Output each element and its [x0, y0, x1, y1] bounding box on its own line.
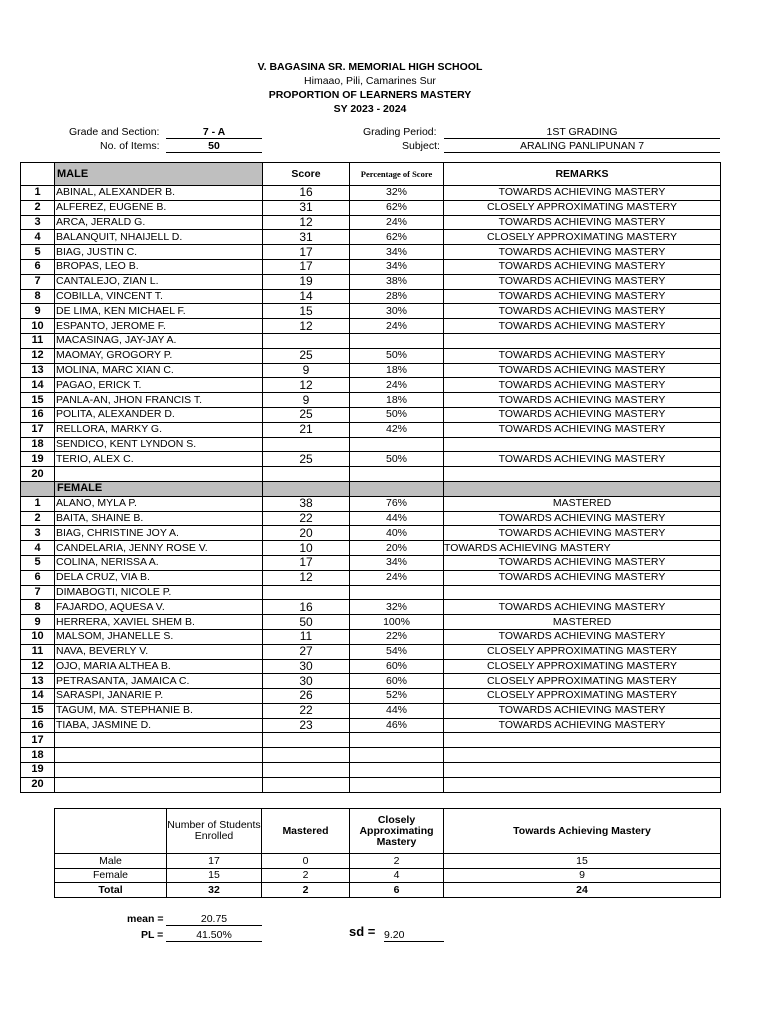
row-number: 16 — [21, 407, 55, 422]
row-number: 20 — [21, 777, 55, 792]
female-header-pct — [350, 481, 444, 496]
remark-cell: TOWARDS ACHIEVING MASTERY — [444, 570, 721, 585]
row-number: 6 — [21, 570, 55, 585]
row-number: 18 — [21, 437, 55, 452]
row-number: 9 — [21, 304, 55, 319]
percentage-cell: 34% — [350, 245, 444, 260]
table-header-row — [21, 163, 721, 186]
student-name: NAVA, BEVERLY V. — [55, 644, 263, 659]
remark-cell: TOWARDS ACHIEVING MASTERY — [444, 422, 721, 437]
percentage-cell: 28% — [350, 289, 444, 304]
remark-cell — [444, 733, 721, 748]
items-label: No. of Items: — [100, 140, 160, 152]
table-row — [21, 777, 721, 792]
row-number: 2 — [21, 200, 55, 215]
remark-cell: TOWARDS ACHIEVING MASTERY — [444, 245, 721, 260]
remark-cell: TOWARDS ACHIEVING MASTERY — [444, 393, 721, 408]
remark-cell: MASTERED — [444, 496, 721, 511]
table-row — [21, 363, 721, 378]
row-number: 17 — [21, 733, 55, 748]
row-number: 11 — [21, 644, 55, 659]
table-row — [21, 319, 721, 334]
percentage-cell — [350, 333, 444, 348]
score-cell — [263, 777, 350, 792]
header-num-cell — [21, 163, 55, 186]
student-name: TERIO, ALEX C. — [55, 452, 263, 467]
remark-cell: TOWARDS ACHIEVING MASTERY — [444, 319, 721, 334]
percentage-cell: 46% — [350, 718, 444, 733]
row-number: 17 — [21, 422, 55, 437]
row-number: 10 — [21, 319, 55, 334]
student-name: MOLINA, MARC XIAN C. — [55, 363, 263, 378]
student-name: BIAG, CHRISTINE JOY A. — [55, 526, 263, 541]
score-cell: 22 — [263, 511, 350, 526]
remark-cell: TOWARDS ACHIEVING MASTERY — [444, 348, 721, 363]
table-row — [21, 733, 721, 748]
remark-cell: CLOSELY APPROXIMATING MASTERY — [444, 230, 721, 245]
subject-label: Subject: — [402, 140, 440, 152]
table-row — [21, 304, 721, 319]
percentage-cell: 24% — [350, 378, 444, 393]
table-row — [21, 259, 721, 274]
table-row — [21, 511, 721, 526]
table-row — [21, 763, 721, 778]
student-name: ABINAL, ALEXANDER B. — [55, 186, 263, 201]
table-row — [21, 274, 721, 289]
student-name: BAITA, SHAINE B. — [55, 511, 263, 526]
table-row — [21, 437, 721, 452]
row-number: 2 — [21, 511, 55, 526]
percentage-cell: 30% — [350, 304, 444, 319]
student-name: COBILLA, VINCENT T. — [55, 289, 263, 304]
remark-cell — [444, 467, 721, 482]
remark-cell: TOWARDS ACHIEVING MASTERY — [444, 186, 721, 201]
student-name — [55, 763, 263, 778]
score-cell: 12 — [263, 215, 350, 230]
subject-value: ARALING PANLIPUNAN 7 — [444, 140, 720, 153]
score-cell: 26 — [263, 689, 350, 704]
score-cell — [263, 733, 350, 748]
student-name: DE LIMA, KEN MICHAEL F. — [55, 304, 263, 319]
summary-header-cell: Closely Approximating Mastery — [350, 809, 444, 854]
percentage-cell — [350, 437, 444, 452]
student-name: ESPANTO, JEROME F. — [55, 319, 263, 334]
score-cell: 31 — [263, 230, 350, 245]
remark-cell: CLOSELY APPROXIMATING MASTERY — [444, 674, 721, 689]
score-cell — [263, 333, 350, 348]
table-row — [21, 496, 721, 511]
student-name: PANLA-AN, JHON FRANCIS T. — [55, 393, 263, 408]
table-row — [21, 467, 721, 482]
student-name: CANDELARIA, JENNY ROSE V. — [55, 541, 263, 556]
score-cell: 9 — [263, 393, 350, 408]
percentage-cell — [350, 733, 444, 748]
percentage-cell: 60% — [350, 659, 444, 674]
female-header-remarks — [444, 481, 721, 496]
remark-cell: TOWARDS ACHIEVING MASTERY — [444, 215, 721, 230]
student-name: ALFEREZ, EUGENE B. — [55, 200, 263, 215]
percentage-cell: 24% — [350, 570, 444, 585]
student-name: DIMABOGTI, NICOLE P. — [55, 585, 263, 600]
table-row — [21, 452, 721, 467]
row-number: 8 — [21, 600, 55, 615]
row-number: 7 — [21, 274, 55, 289]
summary-cell: 6 — [350, 883, 444, 898]
student-name: ALANO, MYLA P. — [55, 496, 263, 511]
percentage-cell: 34% — [350, 555, 444, 570]
percentage-cell: 50% — [350, 348, 444, 363]
table-row — [21, 615, 721, 630]
percentage-cell: 54% — [350, 644, 444, 659]
percentage-cell: 100% — [350, 615, 444, 630]
summary-header-cell: Mastered — [262, 809, 350, 854]
student-name: HERRERA, XAVIEL SHEM B. — [55, 615, 263, 630]
grade-label: Grade and Section: — [69, 126, 160, 138]
score-cell: 38 — [263, 496, 350, 511]
score-cell: 25 — [263, 452, 350, 467]
remark-cell: TOWARDS ACHIEVING MASTERY — [444, 363, 721, 378]
table-row — [21, 407, 721, 422]
remark-cell — [444, 777, 721, 792]
row-number: 20 — [21, 467, 55, 482]
student-name — [55, 733, 263, 748]
row-number: 7 — [21, 585, 55, 600]
remark-cell — [444, 748, 721, 763]
summary-cell: 15 — [444, 854, 721, 869]
row-number: 14 — [21, 689, 55, 704]
male-header: MALE — [55, 163, 263, 186]
score-cell: 10 — [263, 541, 350, 556]
student-name: TIABA, JASMINE D. — [55, 718, 263, 733]
score-cell: 11 — [263, 629, 350, 644]
student-name: MAOMAY, GROGORY P. — [55, 348, 263, 363]
remark-cell: TOWARDS ACHIEVING MASTERY — [444, 555, 721, 570]
table-row — [21, 422, 721, 437]
female-header-num — [21, 481, 55, 496]
school-name: V. BAGASINA SR. MEMORIAL HIGH SCHOOL — [257, 61, 483, 73]
table-row — [21, 659, 721, 674]
percentage-cell: 62% — [350, 230, 444, 245]
table-row — [21, 629, 721, 644]
remark-cell: TOWARDS ACHIEVING MASTERY — [444, 259, 721, 274]
table-row — [21, 333, 721, 348]
score-cell: 50 — [263, 615, 350, 630]
table-row — [21, 393, 721, 408]
table-row — [21, 215, 721, 230]
row-number: 6 — [21, 259, 55, 274]
table-row — [21, 748, 721, 763]
mean-label: mean = — [127, 913, 164, 925]
score-cell: 27 — [263, 644, 350, 659]
student-name: MACASINAG, JAY-JAY A. — [55, 333, 263, 348]
remark-cell: TOWARDS ACHIEVING MASTERY — [444, 274, 721, 289]
table-row — [21, 718, 721, 733]
row-number: 8 — [21, 289, 55, 304]
row-number: 13 — [21, 674, 55, 689]
score-cell: 14 — [263, 289, 350, 304]
remark-cell: MASTERED — [444, 615, 721, 630]
summary-cell: Female — [55, 868, 167, 883]
score-cell: 22 — [263, 703, 350, 718]
row-number: 10 — [21, 629, 55, 644]
row-number: 1 — [21, 496, 55, 511]
table-row — [21, 186, 721, 201]
remark-cell: TOWARDS ACHIEVING MASTERY — [444, 718, 721, 733]
summary-row — [55, 868, 721, 883]
student-name: SENDICO, KENT LYNDON S. — [55, 437, 263, 452]
grade-value: 7 - A — [166, 126, 262, 139]
row-number: 9 — [21, 615, 55, 630]
row-number: 14 — [21, 378, 55, 393]
percentage-cell — [350, 585, 444, 600]
row-number: 16 — [21, 718, 55, 733]
row-number: 5 — [21, 555, 55, 570]
percentage-cell: 32% — [350, 600, 444, 615]
mastery-table — [20, 162, 721, 793]
percentage-cell — [350, 777, 444, 792]
summary-cell: 24 — [444, 883, 721, 898]
row-number: 3 — [21, 526, 55, 541]
row-number: 19 — [21, 452, 55, 467]
remark-cell: TOWARDS ACHIEVING MASTERY — [444, 378, 721, 393]
student-name: SARASPI, JANARIE P. — [55, 689, 263, 704]
summary-cell: 0 — [262, 854, 350, 869]
percentage-cell: 24% — [350, 319, 444, 334]
remark-cell: CLOSELY APPROXIMATING MASTERY — [444, 644, 721, 659]
percentage-cell: 24% — [350, 215, 444, 230]
score-cell: 25 — [263, 407, 350, 422]
table-row — [21, 200, 721, 215]
row-number: 15 — [21, 703, 55, 718]
score-cell: 17 — [263, 555, 350, 570]
percentage-cell: 18% — [350, 363, 444, 378]
percentage-cell — [350, 763, 444, 778]
remark-cell — [444, 763, 721, 778]
table-row — [21, 585, 721, 600]
student-name: TAGUM, MA. STEPHANIE B. — [55, 703, 263, 718]
school-year: SY 2023 - 2024 — [333, 103, 407, 115]
summary-cell: 4 — [350, 868, 444, 883]
percentage-cell: 18% — [350, 393, 444, 408]
summary-row — [55, 854, 721, 869]
student-name: FAJARDO, AQUESA V. — [55, 600, 263, 615]
student-name: MALSOM, JHANELLE S. — [55, 629, 263, 644]
percentage-cell: 52% — [350, 689, 444, 704]
score-cell: 12 — [263, 570, 350, 585]
score-cell: 12 — [263, 319, 350, 334]
table-row — [21, 703, 721, 718]
remark-cell: TOWARDS ACHIEVING MASTERY — [444, 541, 721, 556]
mean-value: 20.75 — [166, 913, 262, 926]
student-name — [55, 467, 263, 482]
female-header-row — [21, 481, 721, 496]
percentage-cell: 44% — [350, 511, 444, 526]
row-number: 12 — [21, 348, 55, 363]
student-name: COLINA, NERISSA A. — [55, 555, 263, 570]
summary-cell: Male — [55, 854, 167, 869]
remark-cell — [444, 585, 721, 600]
summary-row — [55, 883, 721, 898]
score-cell: 30 — [263, 659, 350, 674]
summary-header-cell — [55, 809, 167, 854]
table-row — [21, 689, 721, 704]
row-number: 18 — [21, 748, 55, 763]
score-cell: 9 — [263, 363, 350, 378]
table-row — [21, 570, 721, 585]
female-header: FEMALE — [55, 481, 263, 496]
student-name: PETRASANTA, JAMAICA C. — [55, 674, 263, 689]
summary-cell: 32 — [167, 883, 262, 898]
row-number: 4 — [21, 541, 55, 556]
score-cell — [263, 467, 350, 482]
summary-cell: 2 — [350, 854, 444, 869]
summary-header-cell: Number of Students Enrolled — [167, 809, 262, 854]
summary-cell: Total — [55, 883, 167, 898]
student-name: POLITA, ALEXANDER D. — [55, 407, 263, 422]
row-number: 13 — [21, 363, 55, 378]
student-name: RELLORA, MARKY G. — [55, 422, 263, 437]
percentage-cell: 44% — [350, 703, 444, 718]
percentage-header: Percentage of Score — [350, 163, 444, 186]
row-number: 15 — [21, 393, 55, 408]
score-cell: 25 — [263, 348, 350, 363]
row-number: 12 — [21, 659, 55, 674]
student-name: PAGAO, ERICK T. — [55, 378, 263, 393]
summary-cell: 2 — [262, 868, 350, 883]
table-row — [21, 526, 721, 541]
summary-cell: 9 — [444, 868, 721, 883]
student-name: CANTALEJO, ZIAN L. — [55, 274, 263, 289]
table-row — [21, 289, 721, 304]
percentage-cell: 40% — [350, 526, 444, 541]
percentage-cell: 60% — [350, 674, 444, 689]
score-cell: 19 — [263, 274, 350, 289]
sd-label: sd = — [349, 924, 376, 939]
student-name — [55, 748, 263, 763]
percentage-cell: 50% — [350, 407, 444, 422]
school-address: Himaao, Pili, Camarines Sur — [304, 75, 436, 87]
remark-cell — [444, 333, 721, 348]
remarks-header: REMARKS — [444, 163, 721, 186]
table-row — [21, 245, 721, 260]
remark-cell — [444, 437, 721, 452]
remark-cell: CLOSELY APPROXIMATING MASTERY — [444, 200, 721, 215]
remark-cell: TOWARDS ACHIEVING MASTERY — [444, 600, 721, 615]
percentage-cell: 50% — [350, 452, 444, 467]
student-name: DELA CRUZ, VIA B. — [55, 570, 263, 585]
sd-value: 9.20 — [384, 929, 444, 942]
remark-cell: TOWARDS ACHIEVING MASTERY — [444, 511, 721, 526]
row-number: 3 — [21, 215, 55, 230]
score-cell: 21 — [263, 422, 350, 437]
percentage-cell — [350, 467, 444, 482]
period-value: 1ST GRADING — [444, 126, 720, 139]
score-cell: 16 — [263, 600, 350, 615]
summary-header-cell: Towards Achieving Mastery — [444, 809, 721, 854]
remark-cell: TOWARDS ACHIEVING MASTERY — [444, 703, 721, 718]
remark-cell: CLOSELY APPROXIMATING MASTERY — [444, 659, 721, 674]
period-label: Grading Period: — [363, 126, 437, 138]
score-cell: 16 — [263, 186, 350, 201]
table-row — [21, 348, 721, 363]
remark-cell: CLOSELY APPROXIMATING MASTERY — [444, 689, 721, 704]
score-cell: 15 — [263, 304, 350, 319]
table-row — [21, 541, 721, 556]
remark-cell: TOWARDS ACHIEVING MASTERY — [444, 526, 721, 541]
percentage-cell: 76% — [350, 496, 444, 511]
remark-cell: TOWARDS ACHIEVING MASTERY — [444, 629, 721, 644]
percentage-cell: 62% — [350, 200, 444, 215]
score-cell: 17 — [263, 245, 350, 260]
row-number: 19 — [21, 763, 55, 778]
summary-header-row — [55, 809, 721, 854]
remark-cell: TOWARDS ACHIEVING MASTERY — [444, 304, 721, 319]
percentage-cell: 32% — [350, 186, 444, 201]
percentage-cell: 34% — [350, 259, 444, 274]
items-value: 50 — [166, 140, 262, 153]
row-number: 1 — [21, 186, 55, 201]
summary-cell: 15 — [167, 868, 262, 883]
table-row — [21, 674, 721, 689]
table-row — [21, 555, 721, 570]
score-header: Score — [263, 163, 350, 186]
pl-value: 41.50% — [166, 929, 262, 942]
score-cell — [263, 585, 350, 600]
table-row — [21, 644, 721, 659]
score-cell: 30 — [263, 674, 350, 689]
summary-cell: 17 — [167, 854, 262, 869]
percentage-cell: 20% — [350, 541, 444, 556]
row-number: 5 — [21, 245, 55, 260]
remark-cell: TOWARDS ACHIEVING MASTERY — [444, 289, 721, 304]
row-number: 4 — [21, 230, 55, 245]
remark-cell: TOWARDS ACHIEVING MASTERY — [444, 407, 721, 422]
score-cell: 17 — [263, 259, 350, 274]
summary-table — [54, 808, 721, 898]
pl-label: PL = — [141, 929, 164, 941]
student-name: OJO, MARIA ALTHEA B. — [55, 659, 263, 674]
student-name: ARCA, JERALD G. — [55, 215, 263, 230]
table-row — [21, 230, 721, 245]
percentage-cell: 38% — [350, 274, 444, 289]
page-title: PROPORTION OF LEARNERS MASTERY — [268, 89, 472, 101]
score-cell — [263, 763, 350, 778]
table-row — [21, 600, 721, 615]
student-name — [55, 777, 263, 792]
score-cell: 23 — [263, 718, 350, 733]
score-cell: 20 — [263, 526, 350, 541]
score-cell — [263, 437, 350, 452]
row-number: 11 — [21, 333, 55, 348]
summary-cell: 2 — [262, 883, 350, 898]
percentage-cell — [350, 748, 444, 763]
female-header-score — [263, 481, 350, 496]
student-name: BALANQUIT, NHAIJELL D. — [55, 230, 263, 245]
student-name: BROPAS, LEO B. — [55, 259, 263, 274]
percentage-cell: 42% — [350, 422, 444, 437]
remark-cell: TOWARDS ACHIEVING MASTERY — [444, 452, 721, 467]
score-cell: 31 — [263, 200, 350, 215]
table-row — [21, 378, 721, 393]
score-cell: 12 — [263, 378, 350, 393]
percentage-cell: 22% — [350, 629, 444, 644]
score-cell — [263, 748, 350, 763]
student-name: BIAG, JUSTIN C. — [55, 245, 263, 260]
